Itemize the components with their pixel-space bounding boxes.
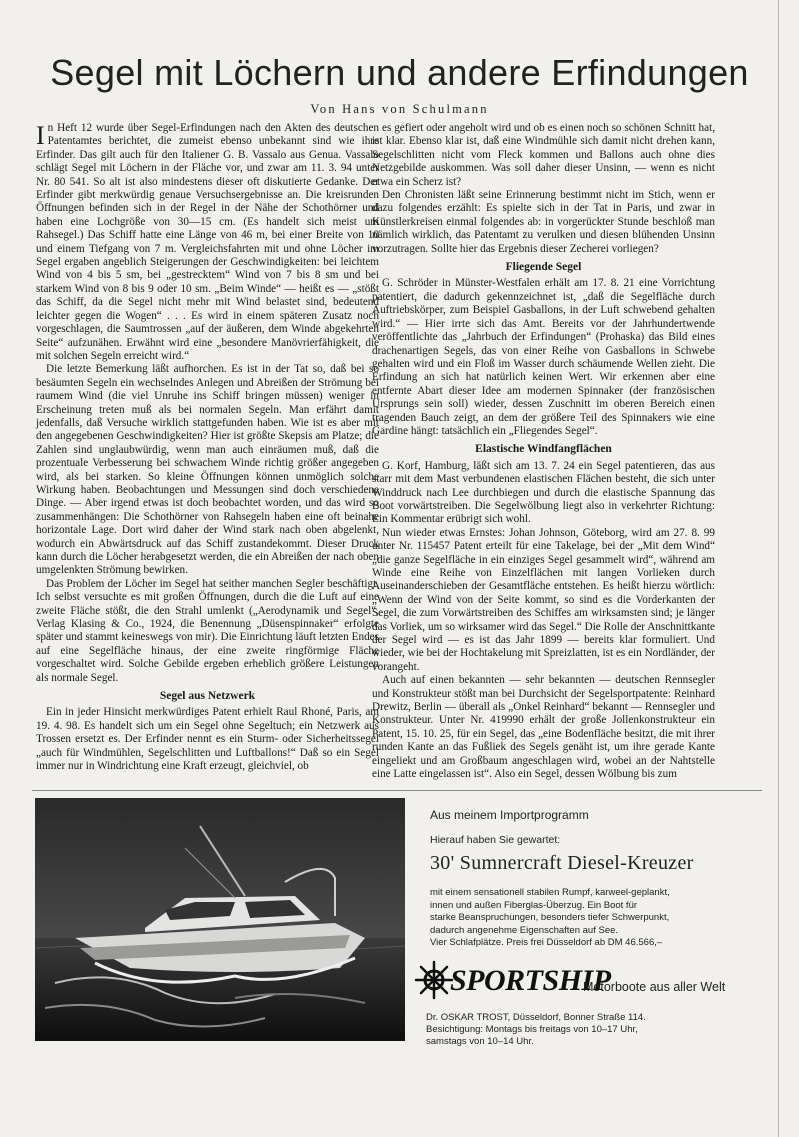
brand-logo: SPORTSHIP bbox=[450, 964, 611, 997]
article-paragraph: In Heft 12 wurde über Segel-Erfindungen nach den Akten des deutschen Patentamtes berichtet, die zumeist ebenso unbekannt sind wie ihre Erfinder. Das gilt auch für den Italiener G. B. Vassalo aus Genua. Vassalo schlägt Segel mit Löchern in der Fläche vor, und zwar am 11. 3. 94 unter Nr. 80 541. So alt ist also mindestens dieser oft diskutierte Gedanke. Der Erfinder gibt merkwürdig genaue Versuchsergebnisse an. Die kreisrunden Öffnungen befinden sich in der Regel in der Nähe der Schothörner und haben eine Lochgröße von 30—15 cm. (Es handelt sich meist um Rahsegel.) Das Schiff hatte eine Länge von 46 m, bei einer Breite von 10 und einem Tiefgang von 7 m. Vergleichsfahrten mit und ohne Löcher im Segel ergaben angeblich Steigerungen der Geschwindigkeiten: bei leichtem Wind von 4 bis 5 sm, bei „gestrecktem“ Wind von 7 bis 8 sm und bei starkem Wind von 8 bis 9 oder 10 sm. „Beim Winde“ — heißt es — „stößt das Schiff, da die Segel nicht mehr mit Wind belastet sind, bedeutend leichter gegen die Wogen“ . . . Es wird in einem späteren Zusatz noch vorgeschlagen, die Saumtrossen „auf der äußeren, dem Winde abgekehrten Seite“ aufzunähen. Erwähnt wird eine „besondere Manövrierfähigkeit, die mit solchen Segeln erreicht wird.“ bbox=[36, 121, 379, 362]
article-author: Von Hans von Schulmann bbox=[310, 102, 489, 116]
ship-wheel-icon bbox=[414, 960, 454, 1000]
advertisement-text bbox=[430, 808, 770, 950]
ad-description-line: Vier Schlafplätze. Preis frei Düsseldorf ab DM 46.566,– bbox=[430, 937, 663, 948]
ad-description-line: mit einem sensationell stabilen Rumpf, karweel-geplankt, bbox=[430, 887, 670, 898]
boat-photo bbox=[35, 798, 405, 1041]
article-paragraph: G. Korf, Hamburg, läßt sich am 13. 7. 24 ein Segel patentieren, das aus starr mit dem Mast verbundenen elastischen Flächen besteht, die sich unter Winddruck nach Lee durchbiegen und durch die elastische Spannung das Boot vorwärtstreiben. Die Segelwölbung liegt also in verkehrter Richtung: Ein Kommentar erübrigt sich wohl. bbox=[372, 459, 715, 526]
article-paragraph: Ein in jeder Hinsicht merkwürdiges Patent erhielt Raul Rhoné, Paris, am 19. 4. 98. Es handelt sich um ein Segel ohne Segeltuch; ein Netzwerk aus Trossen ersetzt es. Der Erfinder nennt es ein Sturm- oder Sicherheitssegel „auch für Windmühlen, Segelschlitten und Luftballons!“ Daß so ein Segel immer nur in Windrichtung eine Kraft erzeugt, gleichviel, ob bbox=[36, 706, 379, 773]
page-edge bbox=[778, 0, 779, 1137]
ad-headline: 30' Sumnercraft Diesel-Kreuzer bbox=[430, 852, 694, 874]
article-column-left bbox=[36, 122, 379, 774]
section-heading: Segel aus Netzwerk bbox=[159, 690, 256, 703]
section-heading: Fliegende Segel bbox=[505, 261, 582, 274]
ad-description-line: starke Beanspruchungen, besonders tiefer Schwerpunkt, bbox=[430, 912, 670, 923]
brand-row bbox=[412, 958, 772, 1004]
ad-description-line: dadurch angenehme Eigenschaften auf See. bbox=[430, 924, 619, 936]
article-paragraph: Das Problem der Löcher im Segel hat seither manchen Segler beschäftigt. Ich selbst versuchte es mit großen Öffnungen, durch die die Luft auf eine zweite Fläche stößt, die den Strahl umlenkt („Aerodynamik und Segel“, Verlag Klasing & Co., 1924, die Benennung „Düsenspinnaker“ erfolgte später und stammt keineswegs von mir). Die Einrichtung läuft letzten Endes auf eine Segelfläche hinaus, der eine zweite ringförmige Fläche vorgeschaltet wird. Solche Gebilde ergeben erheblich größere Leistungen als normale Segel. bbox=[36, 577, 379, 684]
ad-description bbox=[430, 887, 770, 950]
ad-description-line: innen und außen Fiberglas-Überzug. Ein Boot für bbox=[430, 899, 638, 911]
article-paragraph: Den Chronisten läßt seine Erinnerung bestimmt nicht im Stich, wenn er dazu folgendes erzählt: Es spielte sich in der Tat in Paris, und zwar in Künstlerkreisen einmal folgendes ab: in vorgerückter Stunde beschloß man nämlich wirklich, das Patentamt zu verulken und diesen blühenden Unsinn vorzutragen. Sollte hier das Ergebnis dieser Zecherei vorliegen? bbox=[372, 189, 715, 255]
brand-tagline: Motorboote aus aller Welt bbox=[583, 980, 726, 994]
advertisement-divider bbox=[32, 790, 762, 791]
ad-intro: Aus meinem Importprogramm bbox=[430, 808, 589, 822]
article-title: Segel mit Löchern und andere Erfindungen bbox=[50, 52, 749, 93]
contact-line: samstags von 10–14 Uhr. bbox=[426, 1036, 534, 1047]
contact-line: Besichtigung: Montags bis freitags von 10–17 Uhr, bbox=[426, 1024, 638, 1035]
article-paragraph: Die letzte Bemerkung läßt aufhorchen. Es ist in der Tat so, daß bei so besäumten Segeln ein wechselndes Anlegen und Abreißen der Strömung bei raumem Wind (die viel Unruhe ins Schiff bringen müssen) weniger in Erscheinung treten muß als bei normalen Segeln. Man erfährt damit jedenfalls, daß Versuche wirklich stattgefunden haben. Wie ist es aber mit den angegebenen Geschwindigkeiten? Hier ist größte Skepsis am Platze; die Zahlen sind unglaubwürdig, wenn man auch einräumen muß, daß die prozentuale Verbesserung bei schwachem Winde richtig größer angegeben wird, als bei starken. So kleine Öffnungen können unmöglich solche Wirkung haben. Beobachtungen und Messungen sind doch verschiedene Dinge. — Aber irgend etwas ist doch beobachtet worden, und das wird so zusammenhängen: Die Schothörner von Rahsegeln haben eine oft beinahe horizontale Lage. Dort wird daher der Wind stark nach oben abgelenkt, wodurch ein Abwärtsdruck auf das Schiff zustandekommt. Dieser Druck kann durch die Löcher herabgesetzt werden, die ein Abreißen der nach oben umgelenkten Strömung bewirken. bbox=[36, 363, 379, 577]
ad-contact bbox=[426, 1012, 766, 1048]
contact-line: Dr. OSKAR TROST, Düsseldorf, Bonner Straße 114. bbox=[426, 1012, 646, 1023]
motorboat-image bbox=[35, 798, 405, 1041]
section-heading: Elastische Windfangflächen bbox=[475, 443, 612, 456]
ad-subintro: Hierauf haben Sie gewartet: bbox=[430, 834, 561, 846]
article-paragraph: G. Schröder in Münster-Westfalen erhält am 17. 8. 21 eine Vorrichtung patentiert, die dadurch gekennzeichnet ist, „daß die Segelfläche durch Auftriebskörper, zum Beispiel Gasballons, in der Luft schwebend gehalten wird.“ — Hier irrte sich das Amt. Bereits vor der Jahrhundertwende veröffentlichte das „Jahrbuch der Erfindungen“ (Prohaska) das Bild eines drachenartigen Segels, das von einer Reihe von Gasballons in Schwebe gehalten wird und ein Floß im Wasser durch schäumende Wellen zieht. Die Erfindung an sich hat natürlich keinen Wert. Wir erkennen aber eine entfernte Abart dieser Idee am modernen Spinnaker (der französischen Ursprungs sein soll) wieder, dessen Zuschnitt im oberen Bereich einen tragenden Bauch zeigt, an dem der größere Teil des Spinnakers wie eine Gardine hängt: tatsächlich ein „Fliegendes Segel“. bbox=[372, 277, 715, 437]
article-column-right bbox=[372, 122, 715, 782]
article-paragraph: es gefiert oder angeholt wird und ob es einen noch so schönen Schnitt hat, ist klar. Ebenso klar ist, daß eine Windmühle sich damit nicht drehen kann, Segelschlitten nicht vom Fleck kommen und Ballons auch ohne dies Netzgebilde auskommen. Was soll daher dieser Unsinn, — wenn es nicht etwa ein Scherz ist? bbox=[372, 122, 715, 188]
article-paragraph: Nun wieder etwas Ernstes: Johan Johnson, Göteborg, wird am 27. 8. 99 unter Nr. 115457 Patent erteilt für eine Takelage, bei der „Mit dem Wind“ „die ganze Segelfläche in ein einziges Segel gesammelt wird“, während am Winde eine Reihe von Einzelflächen mit langen Vorlieken durch Auseinanderschieben der Gesamtfläche entstehen. Es heißt hierzu wörtlich: „Wenn der Wind von der Seite kommt, so sind es die Vorderkanten der Segel, die zum Vorwärtstreiben des Schiffes am wirksamsten sind; je länger das Vorliek, um so wirksamer wird das Segel.“ Die Rolle der Anschnittkante der Segel wird — es ist das Jahr 1899 — bereits klar formuliert. Und wieder, wie bei der Hochtakelung mit Spreizlatten, ist es ein Nordländer, der vorangeht. bbox=[372, 526, 715, 673]
article-paragraph: Auch auf einen bekannten — sehr bekannten — deutschen Rennsegler und Konstrukteur stößt man bei Durchsicht der Segelsportpatente: Reinhard Drewitz, Berlin — überall als „Onkel Reinhard“ bekannt — Rennsegler und Konstrukteur. Unter Nr. 419990 erhält der große Jollenkonstrukteur ein Patent, 15. 10. 25, für ein Segel, das „eine Bodenfläche besitzt, die mit ihrer runden Kante an das Fußliek des Segels genäht ist, um ihre gerade Kante eingeliekt und am Großbaum angeschlagen wird, wobei an der Nahtstelle eine Latte eingelassen ist“. Also ein Segel, dessen Wölbung bis zum bbox=[372, 674, 715, 781]
